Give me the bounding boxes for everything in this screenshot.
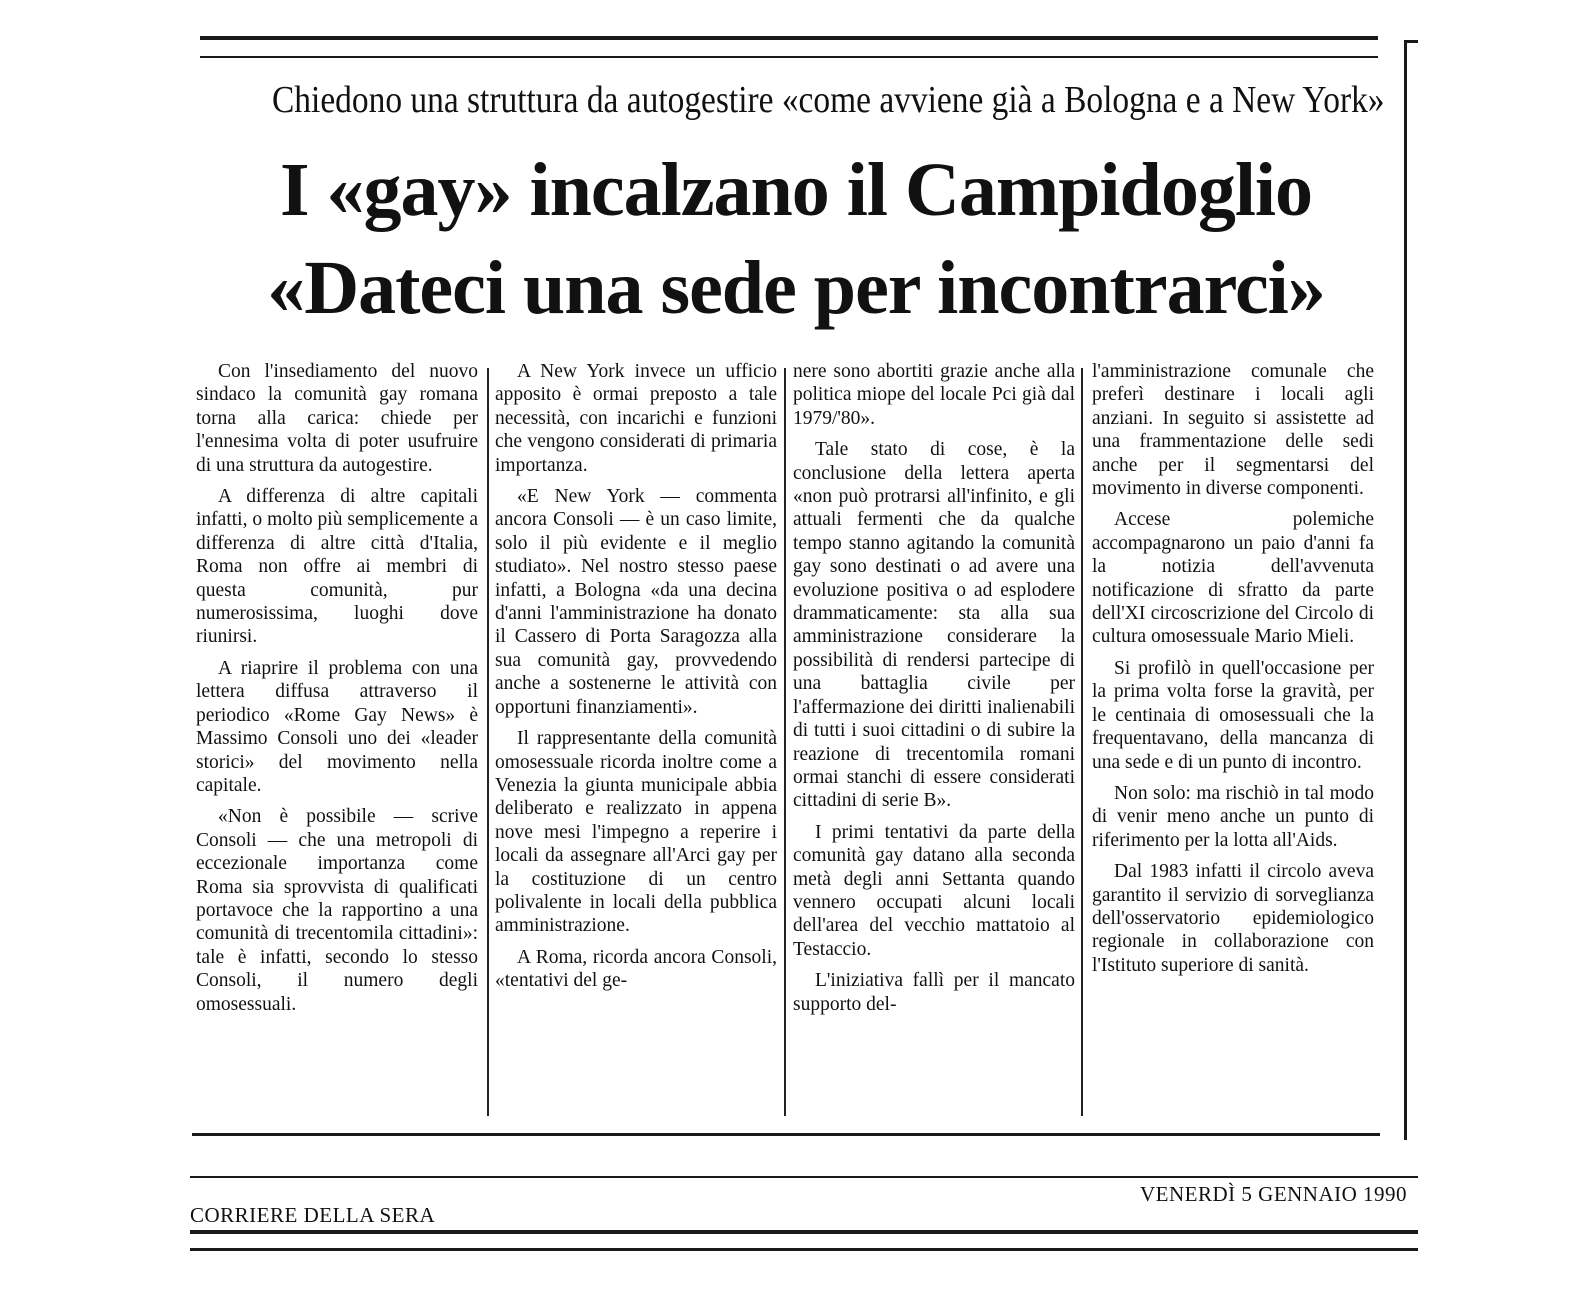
footer-rule-top: [190, 1176, 1418, 1178]
right-border-tick: [1404, 40, 1418, 43]
footer-rule-bottom: [190, 1230, 1418, 1234]
top-rule: [200, 36, 1378, 40]
footer-rule-bottom-thin: [190, 1248, 1418, 1251]
article-column-2: [495, 360, 777, 1120]
publication-date: VENERDÌ 5 GENNAIO 1990: [1140, 1182, 1408, 1206]
paragraph: Accese polemiche accompagnarono un paio d'anni fa la notizia dell'avvenuta notificazione di sfratto da parte dell'XI circoscrizione del Circolo di cultura omosessuale Mario Mieli.: [1092, 509, 1374, 648]
paragraph: L'iniziativa fallì per il mancato supporto del-: [793, 970, 1075, 1015]
column-separator: [784, 368, 786, 1116]
article-column-1: [196, 360, 478, 1120]
bottom-rule: [192, 1133, 1380, 1136]
right-border: [1404, 40, 1407, 1140]
paragraph: A New York invece un ufficio apposito è ormai preposto a tale necessità, con incarichi e funzioni che vengono considerati di primaria importanza.: [495, 361, 777, 476]
paragraph: A riaprire il problema con una lettera diffusa attraverso il periodico «Rome Gay News» è Massimo Consoli uno dei «leader storici» del movimento nella capitale.: [196, 657, 478, 796]
article-kicker: Chiedono una struttura da autogestire «come avviene già a Bologna e a New York»: [272, 79, 1385, 121]
column-separator: [1081, 368, 1083, 1116]
paragraph: «Non è possibile — scrive Consoli — che una metropoli di eccezionale importanza come Roma sia sprovvista di qualificati portavoce che la rapportino a una comunità di trecentomila cittadini»: tale è infatti, secondo lo stesso Consoli, il numero degli omosessuali.: [196, 806, 478, 1015]
column-separator: [487, 368, 489, 1116]
headline-line-1: I «gay» incalzano il Campidoglio: [279, 148, 1313, 232]
paragraph: A differenza di altre capitali infatti, o molto più semplicemente a differenza di altre città d'Italia, Roma non offre ai membri di questa comunità, pur numerosissima, luoghi dove riunirsi.: [196, 486, 478, 648]
article-column-3: [793, 360, 1075, 1120]
paragraph: I primi tentativi da parte della comunità gay datano alla seconda metà degli anni Settanta quando vennero occupati alcuni locali dell'area del vecchio mattatoio al Testaccio.: [793, 821, 1075, 960]
paragraph: Dal 1983 infatti il circolo aveva garantito il servizio di sorveglianza dell'osservatorio epidemiologico regionale in collaborazione con l'Istituto superiore di sanità.: [1092, 861, 1374, 976]
paragraph: Con l'insediamento del nuovo sindaco la comunità gay romana torna alla carica: chiede per l'ennesima volta di poter usufruire di una struttura da autogestire.: [196, 361, 478, 476]
paragraph: Si profilò in quell'occasione per la prima volta forse la gravità, per le centinaia di omosessuali che la frequentavano, della mancanza di una sede e di un punto di incontro.: [1092, 657, 1374, 773]
paragraph: nere sono abortiti grazie anche alla politica miope del locale Pci già dal 1979/'80».: [793, 361, 1075, 429]
top-rule-thin: [200, 56, 1378, 58]
headline-line-2: «Dateci una sede per incontrarci»: [267, 246, 1325, 330]
paragraph: l'amministrazione comunale che preferì destinare i locali agli anziani. In seguito si assistette ad una frammentazione delle sedi anche per il segmentarsi del movimento in diverse componenti.: [1092, 361, 1374, 500]
paragraph: A Roma, ricorda ancora Consoli, «tentativi del ge-: [495, 946, 777, 992]
article-column-4: [1092, 360, 1374, 1120]
paragraph: Il rappresentante della comunità omosessuale ricorda inoltre come a Venezia la giunta municipale abbia deliberato e realizzato in appena nove mesi l'impegno a reperire i locali da assegnare all'Arci gay per la costituzione di un centro polivalente in locali della pubblica amministrazione.: [495, 728, 777, 937]
paragraph: «E New York — commenta ancora Consoli — è un caso limite, solo il più evidente e il meglio studiato». Nel nostro stesso paese infatti, a Bologna «da una decina d'anni l'amministrazione ha donato il Cassero di Porta Saragozza alla sua comunità gay, provvedendo anche a sostenerne le attività con opportuni finanziamenti».: [495, 486, 777, 718]
paragraph: Non solo: ma rischiò in tal modo di venir meno anche un punto di riferimento per la lotta all'Aids.: [1092, 782, 1374, 851]
newspaper-name: CORRIERE DELLA SERA: [190, 1203, 436, 1227]
paragraph: Tale stato di cose, è la conclusione della lettera aperta «non può protrarsi all'infinito, e gli attuali fermenti che da qualche tempo stanno agitando la comunità gay sono destinati o ad avere una evoluzione positiva o ad esplodere drammaticamente: sta alla sua amministrazione considerare la possibilità di rendersi partecipe di una battaglia civile per l'affermazione dei diritti inalienabili di tutti i suoi cittadini o di subire la reazione di trecentomila romani ormai stanchi di essere considerati cittadini di serie B».: [793, 439, 1075, 812]
